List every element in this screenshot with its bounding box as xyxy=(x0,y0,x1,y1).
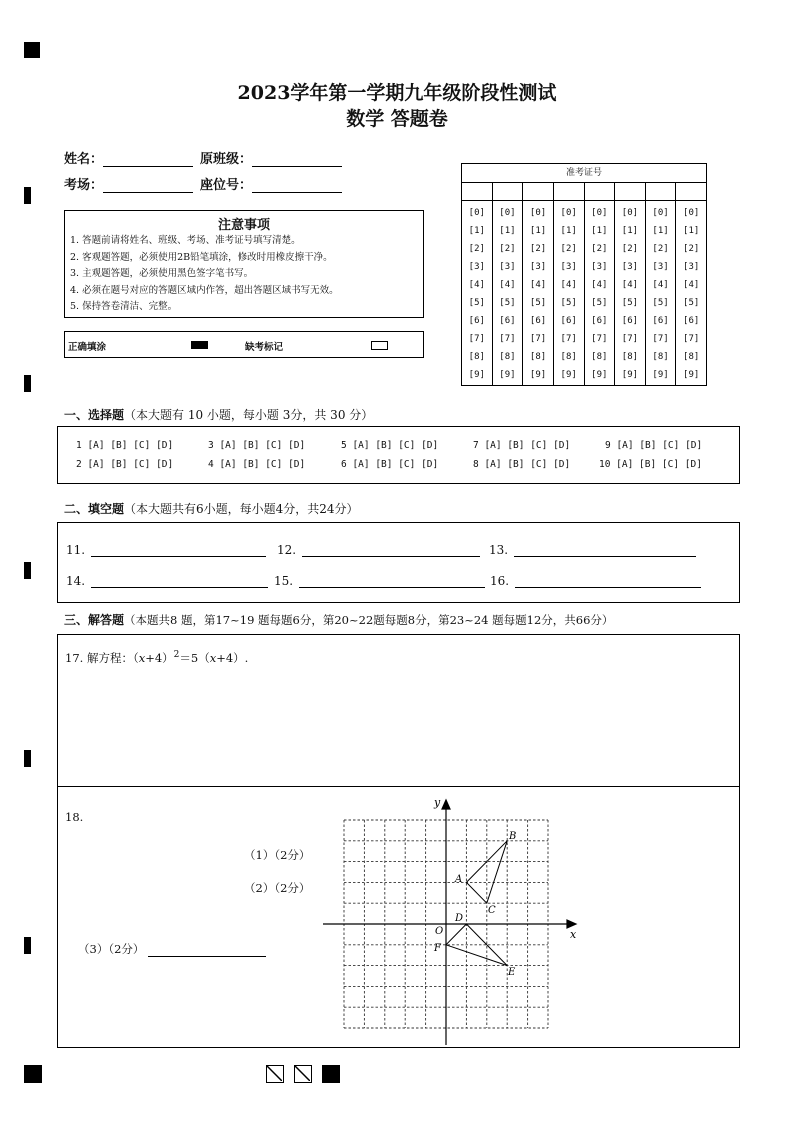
corner-mark-bottom-left xyxy=(24,1065,42,1083)
exam-id-bubble-3[interactable]: [3] xyxy=(499,262,516,272)
q17-mid2: ＝5（ xyxy=(179,651,210,665)
room-label: 考场： xyxy=(64,178,104,193)
mc-question-7[interactable]: 7 [A] [B] [C] [D] xyxy=(473,440,571,451)
exam-id-bubble-8[interactable]: [8] xyxy=(591,352,608,362)
exam-id-bubble-5[interactable]: [5] xyxy=(591,298,608,308)
exam-id-bubble-3[interactable]: [3] xyxy=(591,262,608,272)
exam-id-bubble-1[interactable]: [1] xyxy=(683,226,700,236)
exam-id-bubble-5[interactable]: [5] xyxy=(683,298,700,308)
exam-id-bubble-3[interactable]: [3] xyxy=(529,262,547,272)
exam-id-cell[interactable] xyxy=(493,183,524,200)
exam-id-bubble-5[interactable]: [5] xyxy=(621,298,639,308)
timing-mark xyxy=(24,750,31,767)
section1-heading xyxy=(64,406,373,423)
exam-id-bubble-6[interactable]: [6] xyxy=(591,316,608,326)
exam-id-column xyxy=(462,201,493,385)
exam-id-bubble-3[interactable]: [3] xyxy=(560,262,577,272)
exam-id-bubble-1[interactable]: [1] xyxy=(529,226,547,236)
question-18-part-2: （2）（2分） xyxy=(244,881,311,895)
exam-id-bubble-9[interactable]: [9] xyxy=(652,370,669,380)
exam-id-bubble-2[interactable]: [2] xyxy=(499,244,516,254)
q17-var2: x xyxy=(209,651,217,665)
exam-title: 2023学年第一学期九年级阶段性测试 xyxy=(237,82,557,104)
exam-id-bubble-7[interactable]: [7] xyxy=(529,334,547,344)
exam-id-bubble-6[interactable]: [6] xyxy=(560,316,577,326)
blank-16-label: 16. xyxy=(490,574,510,588)
exam-id-bubble-4[interactable]: [4] xyxy=(560,280,577,290)
exam-id-bubble-5[interactable]: [5] xyxy=(499,298,516,308)
exam-id-bubble-0[interactable]: [0] xyxy=(468,208,485,218)
exam-id-bubble-3[interactable]: [3] xyxy=(683,262,700,272)
coordinate-grid-figure xyxy=(318,787,588,1049)
mc-question-2[interactable]: 2 [A] [B] [C] [D] xyxy=(76,459,174,470)
blank-15[interactable] xyxy=(274,574,485,588)
question-18-box[interactable] xyxy=(57,786,740,1048)
q17-exponent: 2 xyxy=(173,650,180,661)
exam-id-cell[interactable] xyxy=(554,183,585,200)
section3-title: 三、解答题 xyxy=(64,613,125,627)
diagonal-mark-icon xyxy=(295,1066,310,1081)
exam-id-cell[interactable] xyxy=(523,183,554,200)
point-d-label: D xyxy=(455,913,464,924)
name-input-line[interactable] xyxy=(103,153,193,167)
class-field[interactable] xyxy=(200,148,342,167)
exam-id-bubble-2[interactable]: [2] xyxy=(621,244,639,254)
exam-id-write-cells xyxy=(462,183,706,201)
mc-question-9[interactable]: 9 [A] [B] [C] [D] xyxy=(605,440,703,451)
notice-item: 5. 保持答卷清洁、完整。 xyxy=(70,301,178,312)
exam-id-bubble-8[interactable]: [8] xyxy=(652,352,669,362)
exam-id-bubble-1[interactable]: [1] xyxy=(560,226,577,236)
exam-id-bubble-9[interactable]: [9] xyxy=(683,370,700,380)
blank-12-line[interactable] xyxy=(302,544,480,557)
notice-box xyxy=(64,210,424,318)
timing-mark xyxy=(24,375,31,392)
exam-id-header: 准考证号 xyxy=(462,164,706,183)
blank-11-line[interactable] xyxy=(91,544,266,557)
question-17-text xyxy=(65,650,248,666)
exam-id-bubble-6[interactable]: [6] xyxy=(468,316,485,326)
exam-id-bubble-0[interactable]: [0] xyxy=(683,208,700,218)
mc-question-3[interactable]: 3 [A] [B] [C] [D] xyxy=(208,440,306,451)
timing-mark xyxy=(24,937,31,954)
exam-id-bubble-9[interactable]: [9] xyxy=(499,370,516,380)
exam-id-column xyxy=(493,201,524,385)
page-code-box-3 xyxy=(322,1065,340,1083)
exam-id-column xyxy=(646,201,677,385)
exam-id-bubble-5[interactable]: [5] xyxy=(529,298,547,308)
question-18-part-3-line[interactable] xyxy=(148,944,266,957)
question-18-number: 18. xyxy=(65,810,84,824)
exam-id-bubble-6[interactable]: [6] xyxy=(499,316,516,326)
exam-id-bubble-9[interactable]: [9] xyxy=(591,370,608,380)
section3-heading xyxy=(64,611,613,628)
exam-id-bubble-7[interactable]: [7] xyxy=(591,334,608,344)
exam-id-bubble-8[interactable]: [8] xyxy=(560,352,577,362)
exam-id-bubble-1[interactable]: [1] xyxy=(591,226,608,236)
mc-question-1[interactable]: 1 [A] [B] [C] [D] xyxy=(76,440,174,451)
blank-12-label: 12. xyxy=(277,543,297,557)
class-input-line[interactable] xyxy=(252,153,342,167)
exam-id-bubble-7[interactable]: [7] xyxy=(683,334,700,344)
page-code-box-1 xyxy=(266,1065,284,1083)
name-field[interactable] xyxy=(64,148,193,167)
q17-var1: x xyxy=(138,651,146,665)
exam-id-cell[interactable] xyxy=(585,183,616,200)
section2-heading xyxy=(64,500,359,517)
exam-id-bubble-1[interactable]: [1] xyxy=(499,226,516,236)
exam-subtitle: 数学 答题卷 xyxy=(346,108,448,130)
blank-14[interactable] xyxy=(66,574,268,588)
exam-id-column xyxy=(523,201,554,385)
exam-id-bubble-4[interactable]: [4] xyxy=(468,280,485,290)
exam-id-bubble-7[interactable]: [7] xyxy=(621,334,639,344)
y-axis-label: y xyxy=(434,796,441,809)
exam-id-cell[interactable] xyxy=(676,183,706,200)
question-17-box[interactable] xyxy=(57,634,740,787)
mc-question-8[interactable]: 8 [A] [B] [C] [D] xyxy=(473,459,571,470)
exam-id-bubble-columns xyxy=(462,201,706,385)
exam-id-bubble-5[interactable]: [5] xyxy=(652,298,669,308)
mc-question-5[interactable]: 5 [A] [B] [C] [D] xyxy=(341,440,439,451)
exam-id-bubble-6[interactable]: [6] xyxy=(652,316,669,326)
blank-13-label: 13. xyxy=(489,543,509,557)
exam-id-bubble-8[interactable]: [8] xyxy=(499,352,516,362)
exam-id-bubble-0[interactable]: [0] xyxy=(499,208,516,218)
exam-id-bubble-5[interactable]: [5] xyxy=(560,298,577,308)
seat-input-line[interactable] xyxy=(252,179,342,193)
section2-title: 二、填空题 xyxy=(64,502,125,516)
exam-id-bubble-6[interactable]: [6] xyxy=(529,316,547,326)
exam-id-bubble-7[interactable]: [7] xyxy=(468,334,485,344)
blank-14-line[interactable] xyxy=(91,575,268,588)
corner-mark-top-left xyxy=(24,42,40,58)
fill-blank-box xyxy=(57,522,740,603)
point-c-label: C xyxy=(488,905,496,916)
absent-mark-label: 缺考标记 xyxy=(245,342,284,353)
exam-id-bubble-7[interactable]: [7] xyxy=(560,334,577,344)
exam-id-bubble-0[interactable]: [0] xyxy=(591,208,608,218)
exam-id-bubble-5[interactable]: [5] xyxy=(468,298,485,308)
exam-id-bubble-6[interactable]: [6] xyxy=(621,316,639,326)
fill-example-box xyxy=(64,331,424,358)
exam-id-bubble-0[interactable]: [0] xyxy=(560,208,577,218)
correct-fill-sample xyxy=(191,341,208,349)
question-18-part-3[interactable] xyxy=(78,941,266,957)
exam-id-bubble-7[interactable]: [7] xyxy=(499,334,516,344)
exam-id-bubble-9[interactable]: [9] xyxy=(621,370,639,380)
blank-16[interactable] xyxy=(490,574,701,588)
absent-mark-checkbox[interactable] xyxy=(371,341,388,350)
axes xyxy=(323,800,576,1045)
exam-id-bubble-4[interactable]: [4] xyxy=(621,280,639,290)
section1-note: （本大题有 10 小题，每小题 3分，共 30 分） xyxy=(124,408,374,422)
exam-id-bubble-2[interactable]: [2] xyxy=(468,244,485,254)
exam-id-bubble-4[interactable]: [4] xyxy=(499,280,516,290)
exam-id-bubble-2[interactable]: [2] xyxy=(683,244,700,254)
seat-field[interactable] xyxy=(200,174,342,193)
question-18-part-3-label: （3）（2分） xyxy=(78,942,145,956)
blank-15-line[interactable] xyxy=(299,575,485,588)
section1-title: 一、选择题 xyxy=(64,408,125,422)
exam-id-grid xyxy=(461,163,707,386)
exam-id-bubble-2[interactable]: [2] xyxy=(652,244,669,254)
blank-15-label: 15. xyxy=(274,574,294,588)
exam-id-bubble-4[interactable]: [4] xyxy=(683,280,700,290)
exam-id-bubble-1[interactable]: [1] xyxy=(652,226,669,236)
exam-id-bubble-2[interactable]: [2] xyxy=(560,244,577,254)
blank-14-label: 14. xyxy=(66,574,86,588)
notice-item: 4. 必须在题号对应的答题区域内作答，超出答题区域书写无效。 xyxy=(70,284,339,296)
exam-id-column xyxy=(676,201,706,385)
timing-mark xyxy=(24,187,31,204)
exam-id-bubble-8[interactable]: [8] xyxy=(621,352,639,362)
exam-id-bubble-1[interactable]: [1] xyxy=(621,226,639,236)
point-e-label: E xyxy=(508,967,516,978)
blank-11-label: 11. xyxy=(66,543,86,557)
blank-13-line[interactable] xyxy=(514,544,696,557)
exam-id-bubble-8[interactable]: [8] xyxy=(468,352,485,362)
page-code-box-2 xyxy=(294,1065,312,1083)
question-18-part-1: （1）（2分） xyxy=(244,848,311,862)
blank-12[interactable] xyxy=(277,543,480,557)
exam-id-bubble-6[interactable]: [6] xyxy=(683,316,700,326)
q17-prefix: 17. 解方程：（ xyxy=(65,651,139,665)
notice-item: 2. 客观题答题，必须使用2B铅笔填涂，修改时用橡皮擦干净。 xyxy=(70,251,333,263)
exam-id-bubble-2[interactable]: [2] xyxy=(591,244,608,254)
x-axis-label: x xyxy=(570,928,577,941)
q17-suffix: +4）. xyxy=(216,651,249,665)
point-b-label: B xyxy=(509,831,517,842)
notice-item: 3. 主观题答题，必须使用黑色签字笔书写。 xyxy=(70,268,254,279)
name-label: 姓名： xyxy=(64,152,104,167)
exam-id-bubble-3[interactable]: [3] xyxy=(652,262,669,272)
room-field[interactable] xyxy=(64,174,193,193)
point-a-label: A xyxy=(455,874,463,885)
exam-id-cell[interactable] xyxy=(615,183,646,200)
exam-id-cell[interactable] xyxy=(462,183,493,200)
q17-mid1: +4） xyxy=(145,651,174,665)
blank-16-line[interactable] xyxy=(515,575,701,588)
exam-id-bubble-1[interactable]: [1] xyxy=(468,226,485,236)
origin-label: O xyxy=(435,926,444,937)
exam-id-bubble-4[interactable]: [4] xyxy=(652,280,669,290)
section3-note: （本题共8 题，第17~19 题每题6分，第20~22题每题8分，第23~24 题每题12分，共66分） xyxy=(124,613,614,627)
blank-13[interactable] xyxy=(489,543,696,557)
exam-id-bubble-9[interactable]: [9] xyxy=(468,370,485,380)
notice-title: 注意事项 xyxy=(217,218,270,233)
section2-note: （本大题共有6小题，每小题4分，共24分） xyxy=(124,502,359,516)
multiple-choice-box xyxy=(57,426,740,484)
room-input-line[interactable] xyxy=(103,179,193,193)
exam-id-bubble-0[interactable]: [0] xyxy=(621,208,639,218)
exam-id-column xyxy=(615,201,646,385)
diagonal-mark-icon xyxy=(267,1066,282,1081)
timing-mark xyxy=(24,562,31,579)
exam-id-bubble-8[interactable]: [8] xyxy=(529,352,547,362)
point-f-label: F xyxy=(434,943,441,954)
exam-id-bubble-0[interactable]: [0] xyxy=(529,208,547,218)
exam-id-bubble-2[interactable]: [2] xyxy=(529,244,547,254)
exam-id-bubble-0[interactable]: [0] xyxy=(652,208,669,218)
exam-id-column xyxy=(554,201,585,385)
exam-id-bubble-4[interactable]: [4] xyxy=(591,280,608,290)
notice-item: 1. 答题前请将姓名、班级、考场、准考证号填写清楚。 xyxy=(70,235,301,246)
mc-question-6[interactable]: 6 [A] [B] [C] [D] xyxy=(341,459,439,470)
exam-id-column xyxy=(585,201,616,385)
exam-id-bubble-8[interactable]: [8] xyxy=(683,352,700,362)
exam-id-bubble-3[interactable]: [3] xyxy=(621,262,639,272)
exam-id-bubble-3[interactable]: [3] xyxy=(468,262,485,272)
exam-id-cell[interactable] xyxy=(646,183,677,200)
exam-id-bubble-4[interactable]: [4] xyxy=(529,280,547,290)
blank-11[interactable] xyxy=(66,543,266,557)
correct-fill-label: 正确填涂 xyxy=(68,342,107,353)
mc-question-10[interactable]: 10 [A] [B] [C] [D] xyxy=(599,459,702,470)
mc-question-4[interactable]: 4 [A] [B] [C] [D] xyxy=(208,459,306,470)
class-label: 原班级： xyxy=(200,152,253,167)
exam-id-bubble-9[interactable]: [9] xyxy=(529,370,547,380)
seat-label: 座位号： xyxy=(200,178,253,193)
exam-id-bubble-9[interactable]: [9] xyxy=(560,370,577,380)
exam-id-bubble-7[interactable]: [7] xyxy=(652,334,669,344)
